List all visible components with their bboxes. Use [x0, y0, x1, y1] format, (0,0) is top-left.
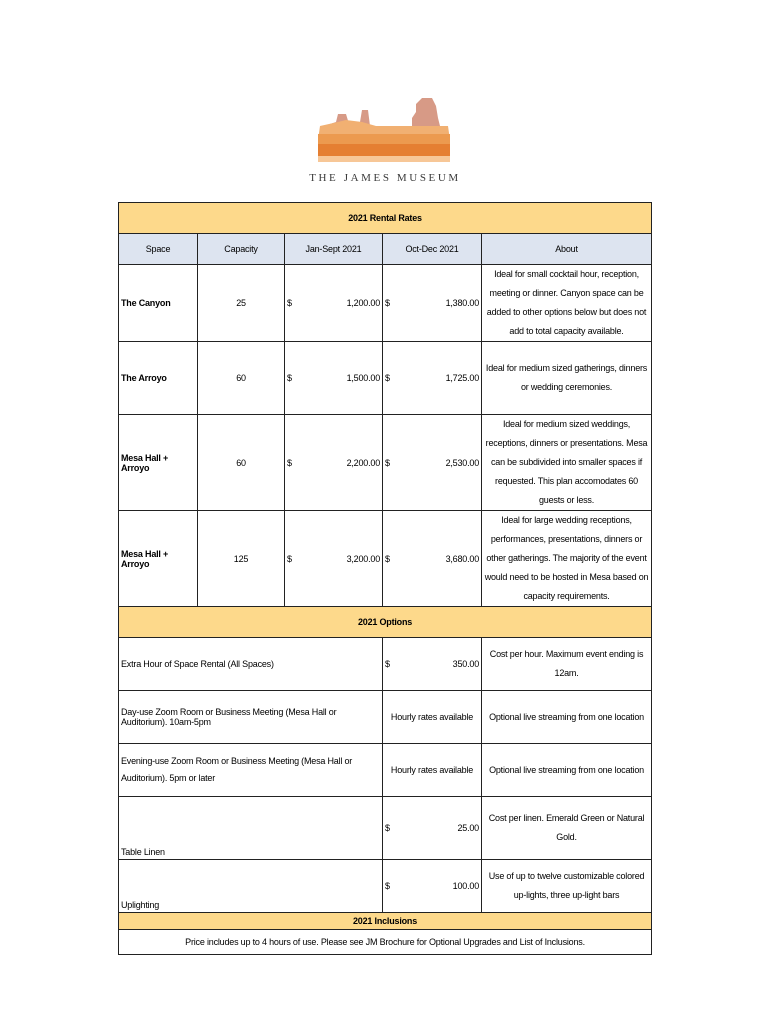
inclusions-text: Price includes up to 4 hours of use. Please see JM Brochure for Optional Upgrades and List of Inclusions. [119, 930, 652, 955]
header-jan-sept: Jan-Sept 2021 [285, 234, 383, 265]
space-name: The Canyon [119, 265, 198, 342]
option-price: Hourly rates available [383, 691, 482, 744]
capacity: 125 [198, 511, 285, 607]
header-capacity: Capacity [198, 234, 285, 265]
option-item: Uplighting [119, 860, 383, 913]
currency-symbol: $ [287, 373, 292, 383]
oct-dec-price [383, 511, 482, 607]
about-text: Ideal for medium sized weddings, receptions, dinners or presentations. Mesa can be subdivided into smaller spaces if requested. This plan accomodates 60 guests or less. [482, 415, 652, 511]
space-name: Mesa Hall + Arroyo [119, 511, 198, 607]
price-value: 3,680.00 [445, 553, 479, 564]
oct-dec-price [383, 265, 482, 342]
option-note: Cost per linen. Emerald Green or Natural Gold. [482, 797, 652, 860]
currency-symbol: $ [385, 373, 390, 383]
jan-sept-price [285, 511, 383, 607]
about-text: Ideal for medium sized gatherings, dinners or wedding ceremonies. [482, 342, 652, 415]
option-note: Cost per hour. Maximum event ending is 12am. [482, 638, 652, 691]
price-value: 1,500.00 [346, 373, 380, 383]
about-text: Ideal for large wedding receptions, performances, presentations, dinners or other gatherings. The majority of the event would need to be hosted in Mesa based on capacity requirements. [482, 511, 652, 607]
table-row [119, 511, 652, 607]
jan-sept-price [285, 265, 383, 342]
currency-symbol: $ [287, 298, 292, 308]
currency-symbol: $ [385, 659, 390, 669]
capacity: 25 [198, 265, 285, 342]
option-note: Use of up to twelve customizable colored up-lights, three up-light bars [482, 860, 652, 913]
inclusions-title: 2021 Inclusions [119, 913, 652, 930]
museum-name: THE JAMES MUSEUM [309, 172, 461, 184]
option-price: Hourly rates available [383, 744, 482, 797]
table-row [119, 860, 652, 913]
oct-dec-price [383, 415, 482, 511]
option-note: Optional live streaming from one location [482, 691, 652, 744]
option-price [383, 797, 482, 860]
oct-dec-price [383, 342, 482, 415]
capacity: 60 [198, 415, 285, 511]
option-item: Day-use Zoom Room or Business Meeting (Mesa Hall or Auditorium). 10am-5pm [119, 691, 383, 744]
jan-sept-price [285, 342, 383, 415]
jan-sept-price [285, 415, 383, 511]
currency-symbol: $ [287, 457, 292, 468]
options-title: 2021 Options [119, 607, 652, 638]
currency-symbol: $ [385, 881, 390, 891]
header-oct-dec: Oct-Dec 2021 [383, 234, 482, 265]
option-price [383, 638, 482, 691]
option-price [383, 860, 482, 913]
table-row [119, 744, 652, 797]
price-value: 1,725.00 [445, 373, 479, 383]
table-row [119, 638, 652, 691]
table-row [119, 342, 652, 415]
price-value: 350.00 [452, 659, 479, 669]
price-value: 100.00 [452, 881, 479, 891]
capacity: 60 [198, 342, 285, 415]
price-value: 25.00 [457, 823, 479, 833]
currency-symbol: $ [385, 553, 390, 564]
currency-symbol: $ [385, 457, 390, 468]
currency-symbol: $ [287, 553, 292, 564]
table-row [119, 265, 652, 342]
table-row [119, 930, 652, 955]
space-name: Mesa Hall + Arroyo [119, 415, 198, 511]
currency-symbol: $ [385, 823, 390, 833]
header-space: Space [119, 234, 198, 265]
option-item: Table Linen [119, 797, 383, 860]
about-text: Ideal for small cocktail hour, reception, meeting or dinner. Canyon space can be added to other options below but does not add to total capacity available. [482, 265, 652, 342]
option-item: Extra Hour of Space Rental (All Spaces) [119, 638, 383, 691]
table-row [119, 691, 652, 744]
header-about: About [482, 234, 652, 265]
rental-rates-title: 2021 Rental Rates [119, 203, 652, 234]
price-value: 1,200.00 [346, 298, 380, 308]
option-note: Optional live streaming from one location [482, 744, 652, 797]
rental-rates-table [118, 202, 652, 955]
table-row [119, 415, 652, 511]
price-value: 3,200.00 [346, 553, 380, 564]
space-name: The Arroyo [119, 342, 198, 415]
price-value: 1,380.00 [445, 298, 479, 308]
price-value: 2,200.00 [346, 457, 380, 468]
table-row [119, 797, 652, 860]
price-value: 2,530.00 [445, 457, 479, 468]
mesa-logo-icon [316, 96, 452, 166]
currency-symbol: $ [385, 298, 390, 308]
option-item: Evening-use Zoom Room or Business Meeting (Mesa Hall or Auditorium). 5pm or later [119, 744, 383, 797]
